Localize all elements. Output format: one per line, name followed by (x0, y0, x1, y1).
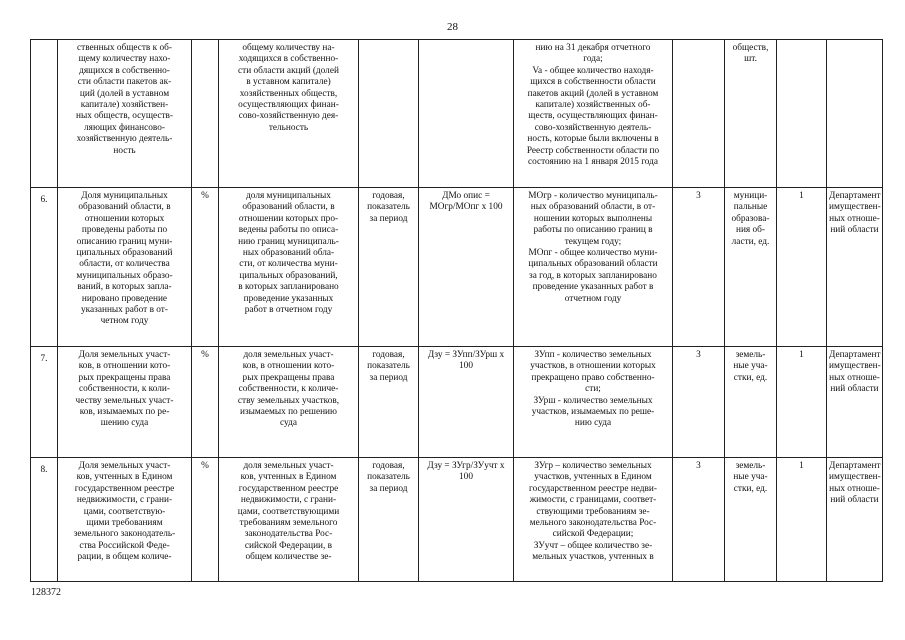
description-cell: ЗУгр – количество земельных участков, учтенных в Едином государственном реестре недви- жимости, с границами, соответ- ствующими требованиям зе- мельного законодательства Рос- сийской Федерации; ЗУучт – общее количество зе- мельных участков, учтенных в (514, 458, 673, 582)
unit-cell: % (192, 188, 219, 347)
table-row (31, 347, 883, 458)
formula-cell: ДМо опис = МОгр/МОпг х 100 (419, 188, 514, 347)
object-cell: обществ, шт. (725, 40, 777, 188)
table-row (31, 458, 883, 582)
indicator-name: ственных обществ к об- щему количеству нахо- дящихся в собственно- сти области пакетов ак- ций (долей в уставном капитале) хозяйствен- ных обществ, осуществ- ляющих финансово- хозяйственную деятель- ность (58, 40, 192, 188)
responsible-cell: Департамент имуществен- ных отноше- ний области (827, 188, 883, 347)
indicator-definition: общему количеству на- ходящихся в собственно- сти области акций (долей в уставном капитале) хозяйственных обществ, осуществляющих финан- сово-хозяйственную дея- тельность (219, 40, 359, 188)
indicator-definition: доля земельных участ- ков, учтенных в Едином государственном реестре недвижимости, с грани- цами, соответствующими требованиям земельного законодательства Рос- сийской Федерации, в общем количестве зе- (219, 458, 359, 582)
method-cell (673, 40, 725, 188)
method-cell: 3 (673, 188, 725, 347)
periodicity-cell (359, 40, 419, 188)
method-cell: 3 (673, 458, 725, 582)
source-cell: 1 (777, 347, 827, 458)
description-cell: МОгр - количество муниципаль- ных образований области, в от- ношении которых выполнены работы по описанию границ в текущем году; МОпг - общее количество муни- ципальных образований области за год, в которых запланировано проведение указанных работ в отчетном году (514, 188, 673, 347)
indicator-name: Доля муниципальных образований области, в отношении которых проведены работы по описанию границ муни- ципальных образований области, от количества муниципальных образо- ваний, в которых запла- нировано проведение указанных работ в от- четном году (58, 188, 192, 347)
periodicity-cell: годовая, показатель за период (359, 188, 419, 347)
formula-cell (419, 40, 514, 188)
indicator-name: Доля земельных участ- ков, в отношении кото- рых прекращены права собственности, к коли- честву земельных участ- ков, изымаемых по ре- шению суда (58, 347, 192, 458)
method-cell: 3 (673, 347, 725, 458)
unit-cell: % (192, 458, 219, 582)
indicator-definition: доля муниципальных образований области, в отношении которых про- ведены работы по описа- нию границ муниципаль- ных образований обла- сти, от количества муни- ципальных образований, в которых запланировано проведение указанных работ в отчетном году (219, 188, 359, 347)
indicator-definition: доля земельных участ- ков, в отношении кото- рых прекращены права собственности, к количе- ству земельных участков, изымаемых по решению суда (219, 347, 359, 458)
source-cell (777, 40, 827, 188)
indicators-table (30, 39, 883, 582)
table-row (31, 188, 883, 347)
page-number: 28 (447, 21, 458, 33)
description-cell: нию на 31 декабря отчетного года; Va - общее количество находя- щихся в собственности области пакетов акций (долей в уставном капитале) хозяйственных об- ществ, осуществляющих финан- сово-хозяйственную деятель- ность, которые были включены в Реестр собственности области по состоянию на 1 января 2015 года (514, 40, 673, 188)
source-cell: 1 (777, 458, 827, 582)
periodicity-cell: годовая, показатель за период (359, 347, 419, 458)
row-number: 8. (31, 458, 58, 582)
object-cell: муници- пальные образова- ния об- ласти, ед. (725, 188, 777, 347)
periodicity-cell: годовая, показатель за период (359, 458, 419, 582)
object-cell: земель- ные уча- стки, ед. (725, 458, 777, 582)
responsible-cell (827, 40, 883, 188)
responsible-cell: Департамент имуществен- ных отноше- ний области (827, 347, 883, 458)
formula-cell: Дзу = ЗУпп/ЗУрш х 100 (419, 347, 514, 458)
row-number (31, 40, 58, 188)
unit-cell: % (192, 347, 219, 458)
formula-cell: Дзу = ЗУгр/ЗУучт х 100 (419, 458, 514, 582)
table-row (31, 40, 883, 188)
description-cell: ЗУпп - количество земельных участков, в отношении которых прекращено право собственно- сти; ЗУрш - количество земельных участков, изымаемых по реше- нию суда (514, 347, 673, 458)
indicator-name: Доля земельных участ- ков, учтенных в Едином государственном реестре недвижимости, с грани- цами, соответствую- щими требованиям земельного законодатель- ства Российской Феде- рации, в общем количе- (58, 458, 192, 582)
responsible-cell: Департамент имуществен- ных отноше- ний области (827, 458, 883, 582)
source-cell: 1 (777, 188, 827, 347)
row-number: 6. (31, 188, 58, 347)
unit-cell (192, 40, 219, 188)
row-number: 7. (31, 347, 58, 458)
document-code: 128372 (31, 587, 61, 598)
object-cell: земель- ные уча- стки, ед. (725, 347, 777, 458)
